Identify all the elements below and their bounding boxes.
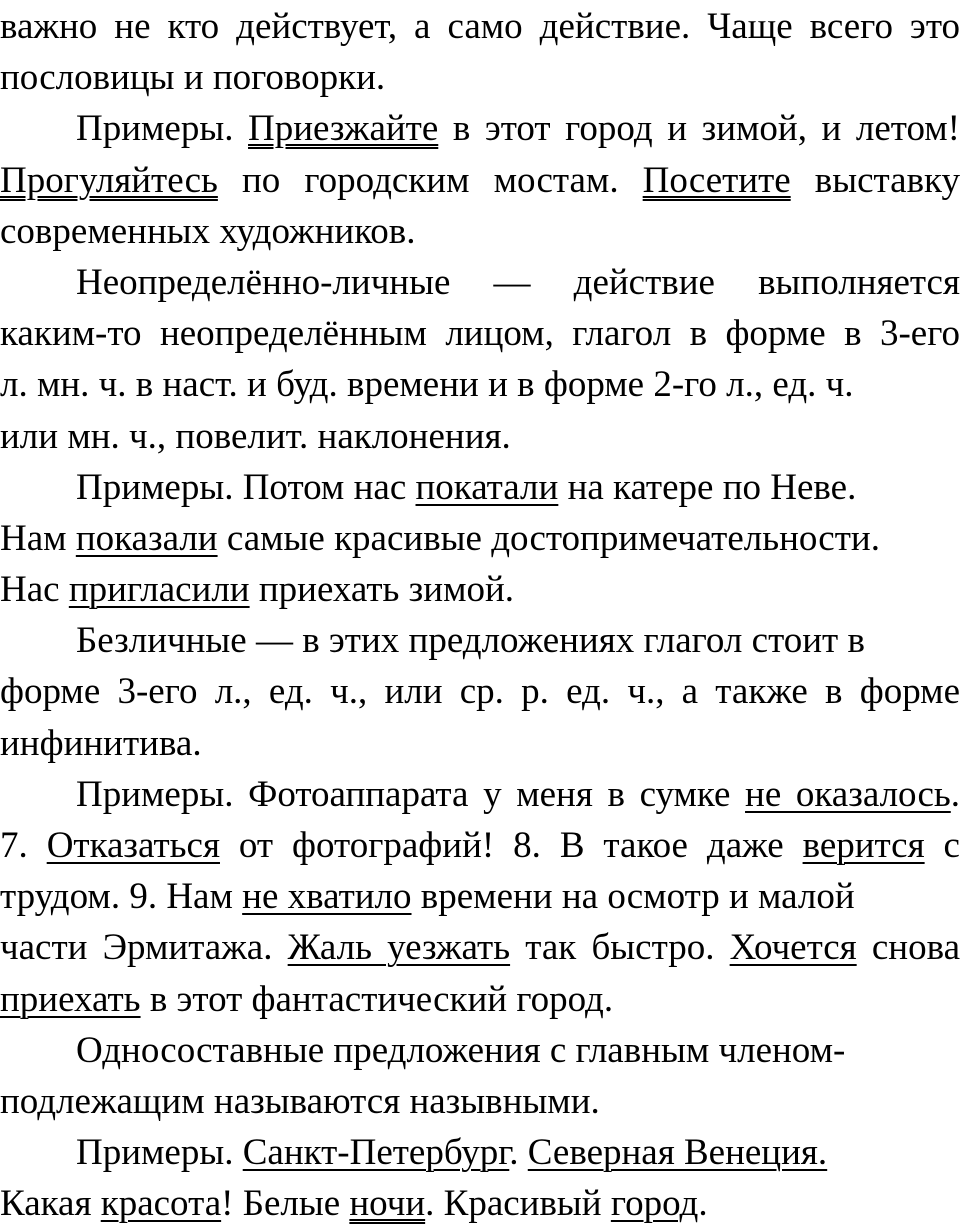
text-segment: Неопределённо-личные — действие выполняется: [76, 261, 960, 303]
text-segment: или мн. ч., повелит. наклонения.: [0, 415, 511, 457]
text-line: [0, 155, 960, 206]
text-segment: .: [950, 773, 960, 815]
text-segment: . Красивый: [425, 1183, 611, 1225]
text-segment: в этот фантастический город.: [140, 978, 614, 1020]
text-segment: 7.: [0, 825, 47, 866]
text-segment: подлежащим называются назывными.: [0, 1080, 600, 1122]
paragraph-first-line: [0, 257, 960, 308]
text-line: [0, 513, 960, 564]
text-line: [0, 308, 960, 359]
text-segment: времени на осмотр и малой: [411, 876, 855, 918]
underlined-word: Жаль уезжать: [287, 927, 511, 969]
text-line: [0, 871, 960, 922]
text-segment: пословицы и поговорки.: [0, 57, 386, 99]
double-underlined-word: Приезжайте: [248, 108, 439, 150]
text-line: [0, 359, 960, 410]
text-segment: л. мн. ч. в наст. и буд. времени и в форме 2-го л., ед. ч.: [0, 364, 854, 406]
text-segment: .: [509, 1132, 528, 1174]
text-line: [0, 52, 960, 103]
text-segment: Какая: [0, 1183, 101, 1225]
text-segment: с: [924, 825, 960, 866]
underlined-word: Северная Венеция.: [527, 1132, 828, 1174]
underlined-word: город: [610, 1183, 699, 1225]
text-segment: Примеры. Потом нас: [76, 466, 416, 508]
text-segment: по городским мостам.: [217, 159, 643, 201]
underlined-word: верится: [802, 825, 925, 866]
text-segment: современных художников.: [0, 210, 416, 252]
document-text: [0, 1, 960, 1230]
text-line: [0, 666, 960, 717]
text-segment: каким-то неопределённым лицом, глагол в форме в 3-его: [0, 313, 960, 355]
text-segment: трудом. 9. Нам: [0, 876, 243, 918]
text-line: [0, 1, 960, 52]
text-segment: Нам: [0, 517, 76, 559]
underlined-word: пригласили: [68, 569, 250, 611]
paragraph-first-line: [0, 1127, 960, 1178]
text-segment: Нас: [0, 569, 69, 611]
text-line: [0, 718, 960, 769]
text-segment: части Эрмитажа.: [0, 927, 288, 969]
underlined-word: Санкт-Петербург: [242, 1132, 510, 1174]
text-segment: инфинитива.: [0, 722, 202, 764]
text-segment: .: [698, 1183, 708, 1225]
text-segment: Односоставные предложения с главным членом-: [76, 1029, 846, 1071]
text-segment: Примеры. Фотоаппарата у меня в сумке: [76, 773, 746, 815]
text-line: [0, 922, 960, 973]
text-segment: в этот город и зимой, и летом!: [438, 108, 960, 150]
double-underlined-word: Посетите: [642, 159, 791, 201]
text-segment: самые красивые достопримечательности.: [217, 517, 880, 559]
text-segment: выставку: [790, 159, 960, 201]
text-segment: приехать зимой.: [249, 569, 515, 611]
text-line: [0, 974, 960, 1025]
double-underlined-word: Прогуляйтесь: [0, 159, 218, 201]
text-line: [0, 411, 960, 462]
paragraph-first-line: [0, 103, 960, 154]
text-line: [0, 820, 960, 871]
text-segment: так быстро.: [510, 927, 730, 969]
text-segment: Безличные — в этих предложениях глагол стоит в: [76, 620, 865, 662]
underlined-word: покатали: [415, 466, 559, 508]
underlined-word: красота: [100, 1183, 222, 1225]
text-line: [0, 564, 960, 615]
underlined-word: показали: [75, 517, 218, 559]
text-segment: Примеры.: [76, 108, 249, 150]
underlined-word: Отказаться: [46, 825, 220, 866]
text-segment: важно не кто действует, а само действие. Чаще всего это: [0, 6, 960, 47]
text-segment: снова: [856, 927, 960, 969]
text-line: [0, 1076, 960, 1127]
text-segment: ! Белые: [221, 1183, 350, 1225]
text-segment: на катере по Неве.: [558, 466, 857, 508]
paragraph-first-line: [0, 769, 960, 820]
underlined-word: Хочется: [729, 927, 857, 969]
underlined-word: не хватило: [242, 876, 412, 918]
text-segment: от фотографий! 8. В такое даже: [219, 825, 803, 866]
double-underlined-word: ночи: [349, 1183, 426, 1225]
text-segment: форме 3-его л., ед. ч., или ср. р. ед. ч., а также в форме: [0, 671, 960, 713]
text-line: [0, 206, 960, 257]
text-segment: Примеры.: [76, 1132, 243, 1174]
text-line: [0, 1178, 960, 1229]
underlined-word: не оказалось: [745, 773, 951, 815]
underlined-word: приехать: [0, 978, 141, 1020]
paragraph-first-line: [0, 615, 960, 666]
paragraph-first-line: [0, 462, 960, 513]
paragraph-first-line: [0, 1025, 960, 1076]
